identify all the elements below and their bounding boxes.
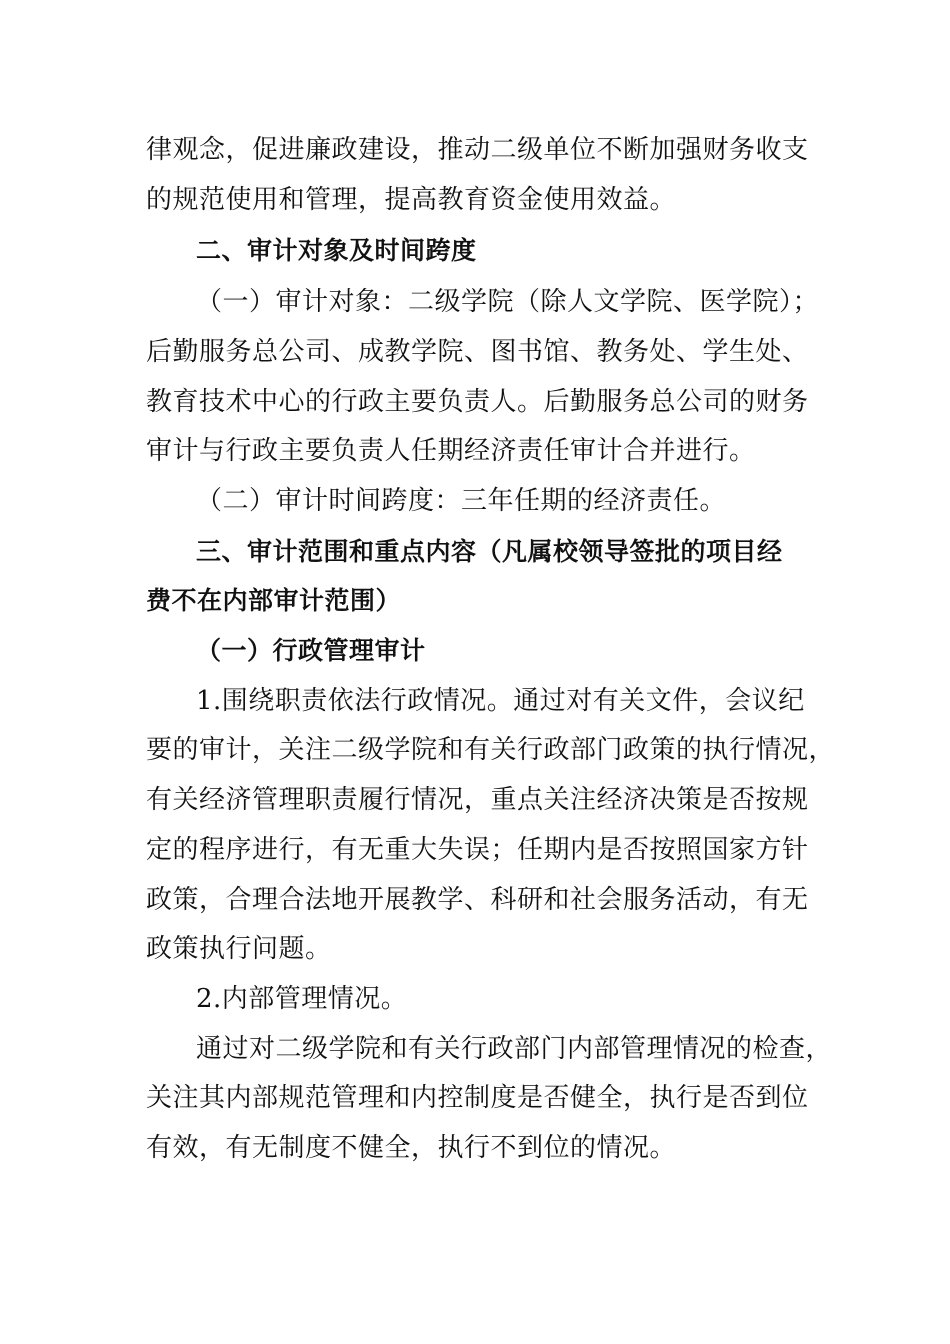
section-heading-continued: 费不在内部审计范围） <box>146 586 402 615</box>
section-heading: 二、审计对象及时间跨度 <box>196 236 477 265</box>
body-text-line: （二）审计时间跨度：三年任期的经济责任。 <box>196 486 727 516</box>
body-text-line: 有效，有无制度不健全，执行不到位的情况。 <box>146 1133 677 1163</box>
body-text-line: 政策执行问题。 <box>146 934 332 964</box>
body-text-line: 1.围绕职责依法行政情况。通过对有关文件，会议纪 <box>196 686 805 716</box>
subsection-heading: （一）行政管理审计 <box>196 636 426 665</box>
body-text-line: 政策，合理合法地开展教学、科研和社会服务活动，有无 <box>146 885 809 915</box>
body-text-line: 2.内部管理情况。 <box>196 984 408 1014</box>
body-text-line: 律观念，促进廉政建设，推动二级单位不断加强财务收支 <box>146 135 809 165</box>
body-text-line: 关注其内部规范管理和内控制度是否健全，执行是否到位 <box>146 1083 809 1113</box>
body-text-line: 审计与行政主要负责人任期经济责任审计合并进行。 <box>146 436 756 466</box>
body-text-line: （一）审计对象：二级学院（除人文学院、医学院）； <box>196 287 820 317</box>
body-text-line: 教育技术中心的行政主要负责人。后勤服务总公司的财务 <box>146 387 809 417</box>
body-text-line: 要的审计，关注二级学院和有关行政部门政策的执行情况， <box>146 735 836 765</box>
body-text-line: 定的程序进行，有无重大失误；任期内是否按照国家方针 <box>146 835 809 865</box>
body-text-line: 的规范使用和管理，提高教育资金使用效益。 <box>146 185 677 215</box>
body-text-line: 通过对二级学院和有关行政部门内部管理情况的检查， <box>196 1034 833 1064</box>
body-text-line: 有关经济管理职责履行情况，重点关注经济决策是否按规 <box>146 785 809 815</box>
body-text-line: 后勤服务总公司、成教学院、图书馆、教务处、学生处、 <box>146 337 809 367</box>
section-heading: 三、审计范围和重点内容（凡属校领导签批的项目经 <box>196 537 783 566</box>
